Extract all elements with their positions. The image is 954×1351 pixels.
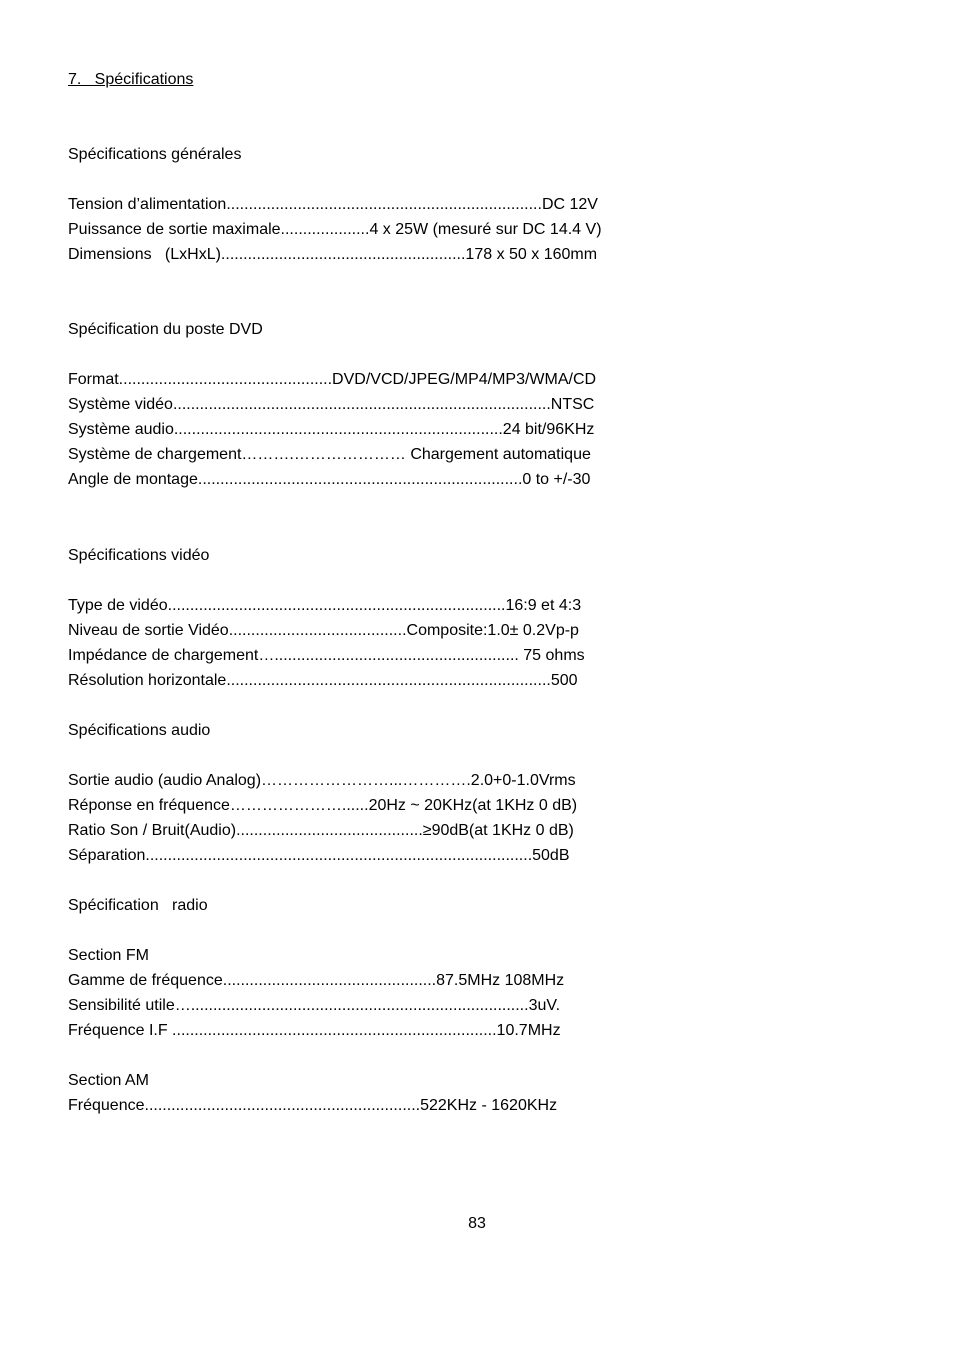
spec-line-dimensions: Dimensions (LxHxL).......................................................178 x 50 x 160mm [68, 246, 598, 263]
spec-line-horizontal-resolution: Résolution horizontale.........................................................................500 [68, 672, 578, 689]
spec-line-snr: Ratio Son / Bruit(Audio)..........................................≥90dB(at 1KHz 0 dB) [68, 822, 574, 839]
spec-line-am-frequency: Fréquence..............................................................522KHz - 1620KHz [68, 1097, 558, 1114]
spec-line-separation: Séparation.......................................................................................50dB [68, 847, 570, 864]
spec-line-audio-system: Système audio..........................................................................24 bit/96KHz [68, 421, 595, 438]
spec-line-fm-if: Fréquence I.F .........................................................................10.7MHz [68, 1022, 561, 1039]
general-specs-heading: Spécifications générales [68, 146, 242, 163]
spec-line-audio-output: Sortie audio (audio Analog)……………………...………….2.0+0-1.0Vrms [68, 772, 576, 789]
spec-line-fm-frequency-range: Gamme de fréquence................................................87.5MHz 108MHz [68, 972, 565, 989]
page-number: 83 [468, 1215, 486, 1232]
spec-line-load-impedance: Impédance de chargement…....................................................... 75 ohms [68, 647, 585, 664]
spec-line-fm-sensitivity: Sensibilité utile…............................................................................3uV. [68, 997, 561, 1014]
video-specs-heading: Spécifications vidéo [68, 547, 210, 564]
radio-specs-heading: Spécification radio [68, 897, 208, 914]
spec-line-frequency-response: Réponse en fréquence…………………......20Hz ~ 20KHz(at 1KHz 0 dB) [68, 797, 578, 814]
spec-line-max-output: Puissance de sortie maximale....................4 x 25W (mesuré sur DC 14.4 V) [68, 221, 602, 238]
spec-line-video-system: Système vidéo.....................................................................................NTSC [68, 396, 595, 413]
spec-line-video-output-level: Niveau de sortie Vidéo........................................Composite:1.0± 0.2Vp-p [68, 622, 579, 639]
spec-line-mounting-angle: Angle de montage.........................................................................0 to +/-30 [68, 471, 591, 488]
am-section-heading: Section AM [68, 1072, 149, 1089]
fm-section-heading: Section FM [68, 947, 149, 964]
spec-line-video-type: Type de vidéo............................................................................16:9 et 4:3 [68, 597, 582, 614]
dvd-specs-heading: Spécification du poste DVD [68, 321, 263, 338]
spec-line-loading-system: Système de chargement……….………………… Chargement automatique [68, 446, 591, 463]
spec-line-format: Format................................................DVD/VCD/JPEG/MP4/MP3/WMA/CD [68, 371, 597, 388]
spec-line-power-supply: Tension d’alimentation.......................................................................DC 12V [68, 196, 598, 213]
section-heading: 7. Spécifications [68, 71, 194, 88]
audio-specs-heading: Spécifications audio [68, 722, 211, 739]
